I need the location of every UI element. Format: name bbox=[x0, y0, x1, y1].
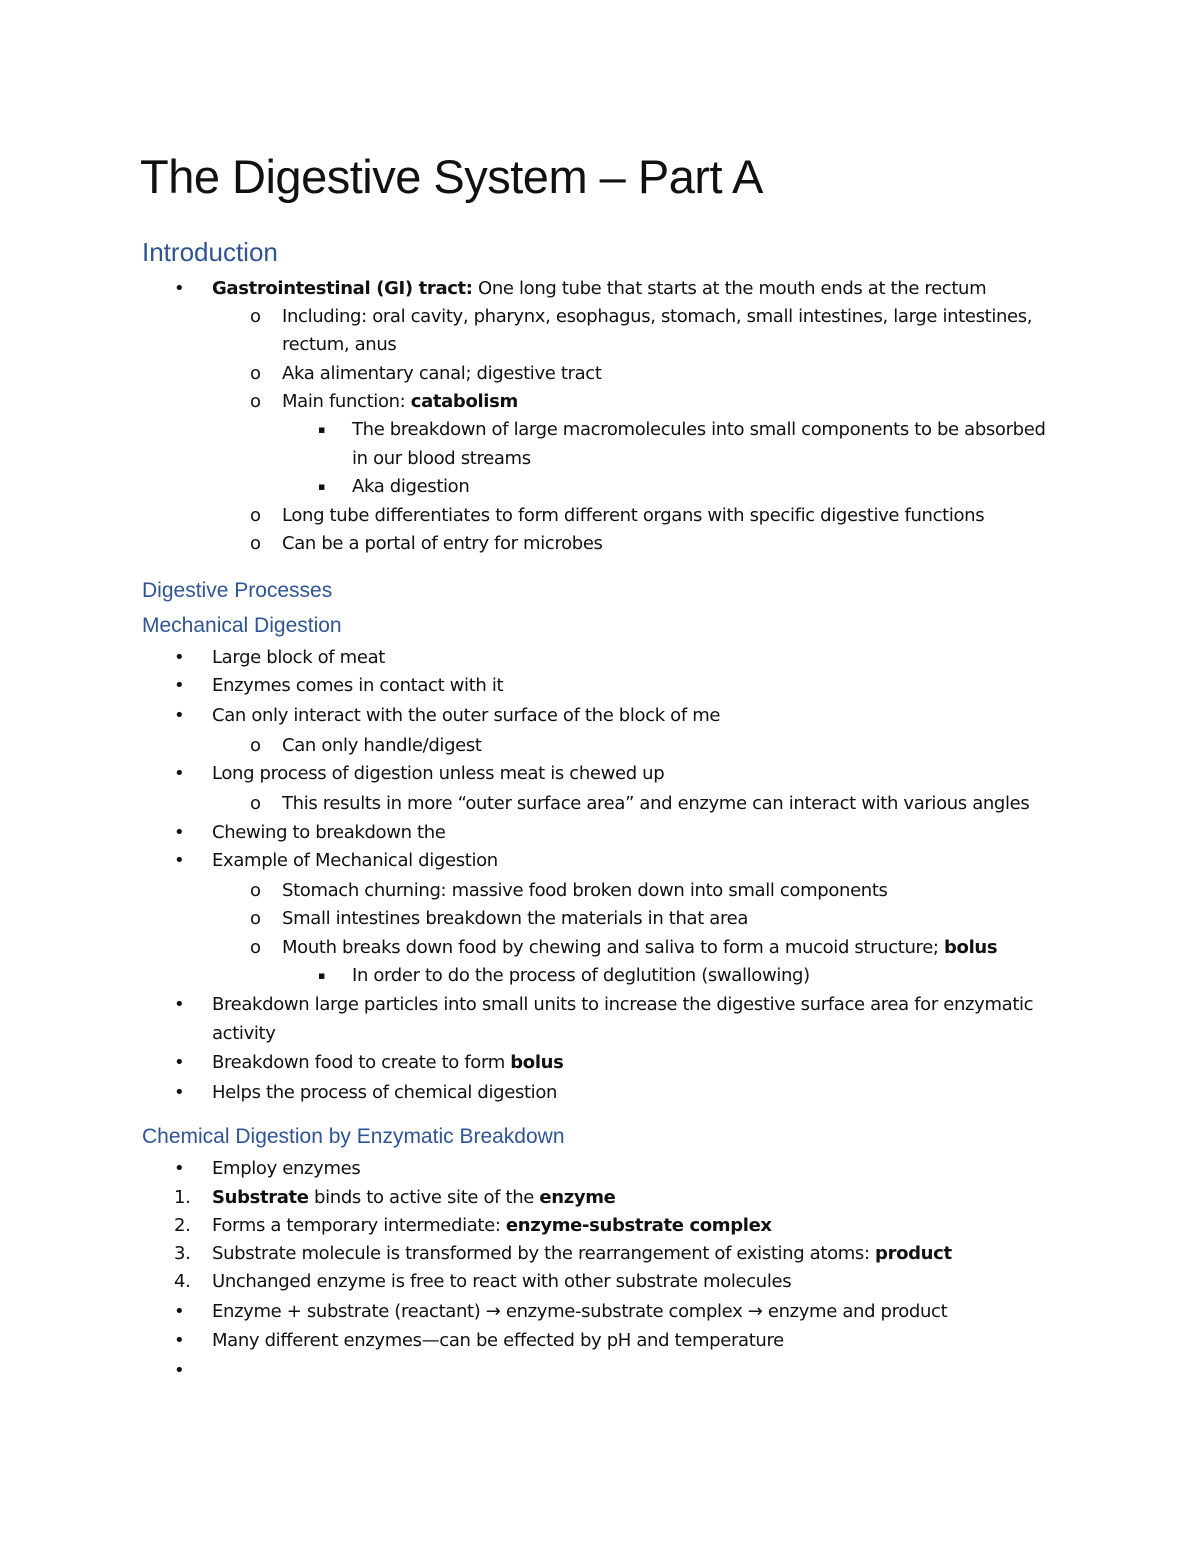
circle-marker: o bbox=[250, 793, 261, 814]
term-gi-tract: Gastrointestinal (GI) tract: bbox=[212, 278, 473, 299]
list-item: o Aka alimentary canal; digestive tract bbox=[282, 360, 602, 388]
bullet-marker: • bbox=[174, 647, 185, 668]
list-item: o Stomach churning: massive food broken down into small components bbox=[282, 877, 888, 905]
bullet-marker: • bbox=[174, 822, 185, 843]
number-marker: 2. bbox=[174, 1215, 191, 1236]
circle-marker: o bbox=[250, 735, 261, 756]
square-marker: ▪ bbox=[318, 969, 326, 982]
list-item: o Mouth breaks down food by chewing and saliva to form a mucoid structure; bolus bbox=[282, 934, 997, 962]
bullet-marker: • bbox=[174, 1330, 185, 1351]
circle-marker: o bbox=[250, 937, 261, 958]
heading-chemical-digestion: Chemical Digestion by Enzymatic Breakdown bbox=[142, 1125, 565, 1148]
list-item: o Can be a portal of entry for microbes bbox=[282, 530, 603, 558]
list-item: o Small intestines breakdown the materials in that area bbox=[282, 905, 748, 933]
list-item: • Helps the process of chemical digestion bbox=[212, 1079, 557, 1107]
circle-marker: o bbox=[250, 391, 261, 412]
number-marker: 1. bbox=[174, 1187, 191, 1208]
list-item: • Employ enzymes bbox=[212, 1155, 360, 1183]
circle-marker: o bbox=[250, 306, 261, 327]
heading-introduction: Introduction bbox=[142, 237, 278, 267]
circle-marker: o bbox=[250, 505, 261, 526]
list-item: • Long process of digestion unless meat is chewed up bbox=[212, 760, 664, 788]
list-item: • Breakdown food to create to form bolus bbox=[212, 1049, 563, 1077]
list-item: • Enzymes comes in contact with it bbox=[212, 672, 503, 700]
heading-digestive-processes: Digestive Processes bbox=[142, 579, 333, 602]
list-item: • Enzyme + substrate (reactant) → enzyme-substrate complex → enzyme and product bbox=[212, 1298, 947, 1326]
list-item: • Example of Mechanical digestion bbox=[212, 847, 498, 875]
list-item: • Gastrointestinal (GI) tract: One long tube that starts at the mouth ends at the rectum bbox=[212, 275, 986, 303]
list-item: o Including: oral cavity, pharynx, esophagus, stomach, small intestines, large intestines, bbox=[282, 303, 1032, 331]
page-title: The Digestive System – Part A bbox=[140, 150, 763, 203]
list-item: • Large block of meat bbox=[212, 644, 385, 672]
numbered-item: 2. Forms a temporary intermediate: enzyme-substrate complex bbox=[212, 1212, 772, 1240]
circle-marker: o bbox=[250, 908, 261, 929]
bullet-marker: • bbox=[174, 1082, 185, 1103]
bullet-marker: • bbox=[174, 1052, 185, 1073]
list-item: o Main function: catabolism bbox=[282, 388, 518, 416]
list-item-continuation: in our blood streams bbox=[352, 448, 531, 469]
list-item-continuation: activity bbox=[212, 1023, 276, 1044]
bullet-marker: • bbox=[174, 705, 185, 726]
list-item: o This results in more “outer surface area” and enzyme can interact with various angles bbox=[282, 790, 1029, 818]
list-item: ▪ The breakdown of large macromolecules into small components to be absorbed bbox=[352, 416, 1046, 444]
bullet-marker: • bbox=[174, 850, 185, 871]
bullet-marker: • bbox=[174, 994, 185, 1015]
number-marker: 4. bbox=[174, 1271, 191, 1292]
arrow-icon: → bbox=[747, 1301, 763, 1322]
number-marker: 3. bbox=[174, 1243, 191, 1264]
numbered-item: 3. Substrate molecule is transformed by the rearrangement of existing atoms: product bbox=[212, 1240, 952, 1268]
circle-marker: o bbox=[250, 363, 261, 384]
numbered-item: 4. Unchanged enzyme is free to react with other substrate molecules bbox=[212, 1268, 791, 1296]
heading-mechanical-digestion: Mechanical Digestion bbox=[142, 614, 342, 637]
bullet-marker: • bbox=[174, 675, 185, 696]
list-item: ▪ Aka digestion bbox=[352, 473, 469, 501]
square-marker: ▪ bbox=[318, 423, 326, 436]
bullet-marker: • bbox=[174, 1360, 185, 1381]
list-item: • Breakdown large particles into small units to increase the digestive surface area for enzymatic bbox=[212, 991, 1033, 1019]
arrow-icon: → bbox=[485, 1301, 501, 1322]
square-marker: ▪ bbox=[318, 480, 326, 493]
bullet-marker: • bbox=[174, 763, 185, 784]
bullet-marker: • bbox=[174, 1158, 185, 1179]
list-item: o Long tube differentiates to form different organs with specific digestive functions bbox=[282, 502, 984, 530]
circle-marker: o bbox=[250, 533, 261, 554]
bullet-marker: • bbox=[174, 1301, 185, 1322]
list-item: • Can only interact with the outer surface of the block of me bbox=[212, 702, 720, 730]
list-item: • Many different enzymes—can be effected by pH and temperature bbox=[212, 1327, 784, 1355]
numbered-item: 1. Substrate binds to active site of the enzyme bbox=[212, 1184, 616, 1212]
list-item: • Chewing to breakdown the bbox=[212, 819, 446, 847]
list-item: o Can only handle/digest bbox=[282, 732, 482, 760]
circle-marker: o bbox=[250, 880, 261, 901]
bullet-marker: • bbox=[174, 278, 185, 299]
list-item-continuation: rectum, anus bbox=[282, 334, 397, 355]
list-item: ▪ In order to do the process of deglutition (swallowing) bbox=[352, 962, 810, 990]
